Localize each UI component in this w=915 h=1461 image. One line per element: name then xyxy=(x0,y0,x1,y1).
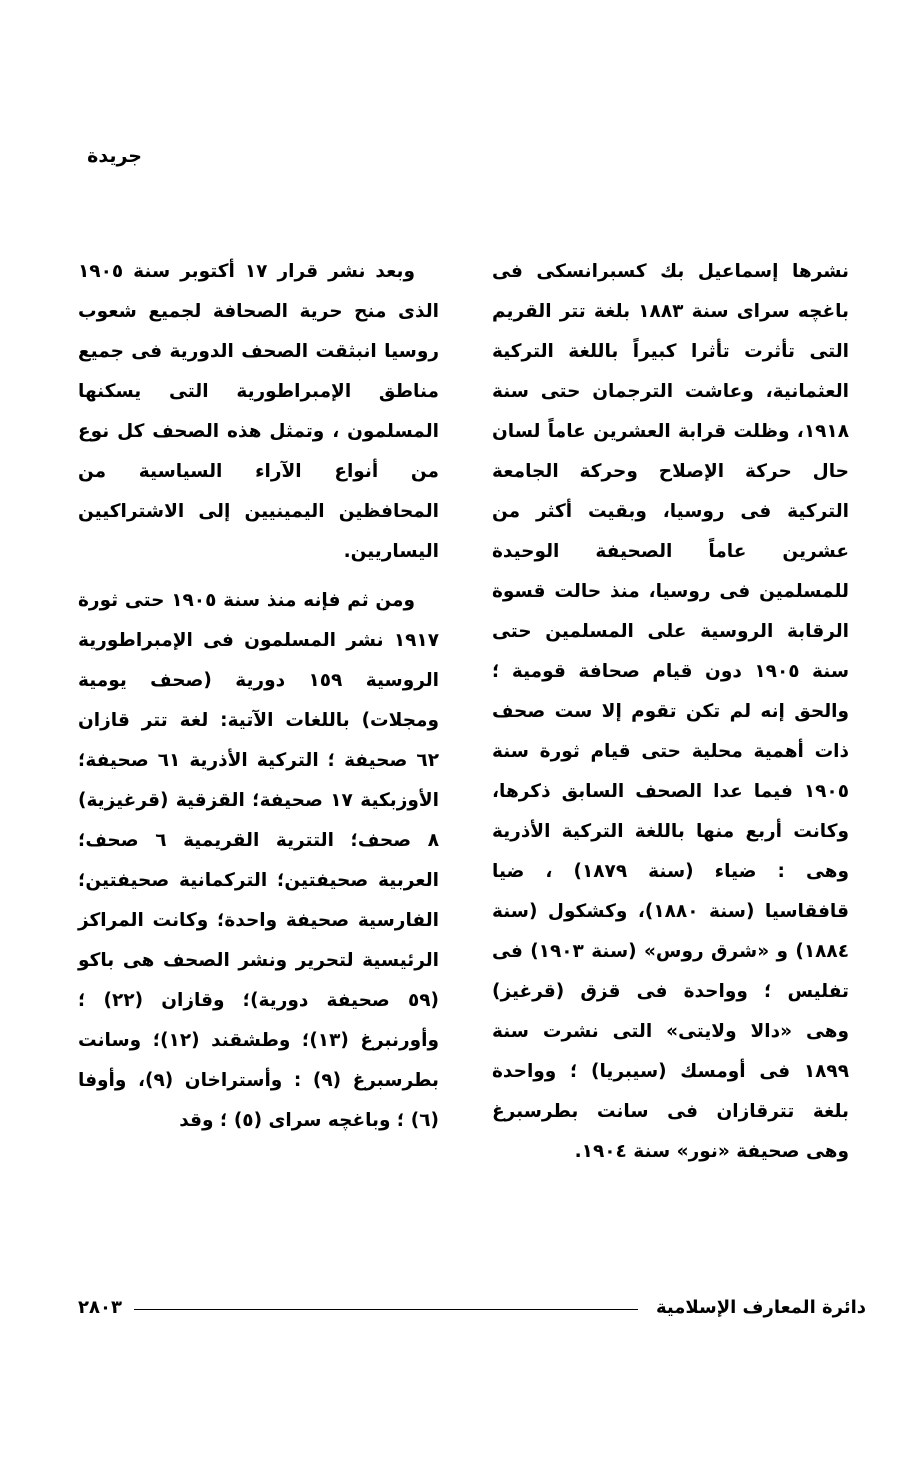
running-head-title: جريدة xyxy=(87,145,142,167)
paragraph: وبعد نشر قرار ١٧ أكتوبر سنة ١٩٠٥ الذى منح حرية الصحافة لجميع شعوب روسيا انبثقت الصحف الدورية فى جميع مناطق الإمبراطورية التى يسكنها المسلمون ، وتمثل هذه الصحف كل نوع من أنواع الآراء السياسية من المحافظين اليمينيين إلى الاشتراكيين اليساريين. xyxy=(78,261,439,562)
page-number: ٢٨٠٣ xyxy=(78,1297,122,1318)
footer-publication-title: دائرة المعارف الإسلامية xyxy=(655,1297,866,1318)
paragraph: ومن ثم فإنه منذ سنة ١٩٠٥ حتى ثورة ١٩١٧ نشر المسلمون فى الإمبراطورية الروسية ١٥٩ دورية (صحف يومية ومجلات) باللغات الآتية: لغة تتر قازان ٦٢ صحيفة ؛ التركية الأذرية ٦١ صحيفة؛ الأوزبكية ١٧ صحيفة؛ القزقية (قرغيزية) ٨ صحف؛ التترية القريمية ٦ صحف؛ العربية صحيفتين؛ التركمانية صحيفتين؛ الفارسية صحيفة واحدة؛ وكانت المراكز الرئيسية لتحرير ونشر الصحف هى باكو (٥٩ صحيفة دورية)؛ وقازان (٢٢) ؛ وأورنبرغ (١٣)؛ وطشقند (١٢)؛ وسانت بطرسبرغ (٩) : وأستراخان (٩)، وأوفا (٦) ؛ وباغچه سراى (٥) ؛ وقد xyxy=(78,590,440,1131)
paragraph: نشرها إسماعيل بك كسبرانسكى فى باغچه سراى سنة ١٨٨٣ بلغة تتر القريم التى تأثرت تأثرا كبيراً باللغة التركية العثمانية، وعاشت الترجمان حتى سنة ١٩١٨، وظلت قرابة العشرين عاماً لسان حال حركة الإصلاح وحركة الجامعة التركية فى روسيا، وبقيت أكثر من عشرين عاماً الصحيفة الوحيدة للمسلمين فى روسيا، منذ حالت قسوة الرقابة الروسية على المسلمين حتى سنة ١٩٠٥ دون قيام صحافة قومية ؛ والحق إنه لم تكن تقوم إلا ست صحف ذات أهمية محلية حتى قيام ثورة سنة ١٩٠٥ فيما عدا الصحف السابق ذكرها، وكانت أربع منها باللغة التركية الأذرية وهى : ضياء (سنة ١٨٧٩) ، ضيا قافقاسيا (سنة ١٨٨٠)، وكشكول (سنة ١٨٨٤) و «شرق روس» (سنة ١٩٠٣) فى تفليس ؛ وواحدة فى قزق (قرغيز) وهى «دالا ولايتى» التى نشرت سنة ١٨٩٩ فى أومسك (سيبريا) ؛ وواحدة بلغة تترقازان فى سانت بطرسبرغ وهى صحيفة «نور» سنة ١٩٠٤. xyxy=(492,261,850,1162)
page-footer xyxy=(78,1292,866,1324)
text-column-right xyxy=(492,252,849,1172)
text-column-left xyxy=(78,252,439,1141)
footer-rule xyxy=(134,1309,638,1310)
